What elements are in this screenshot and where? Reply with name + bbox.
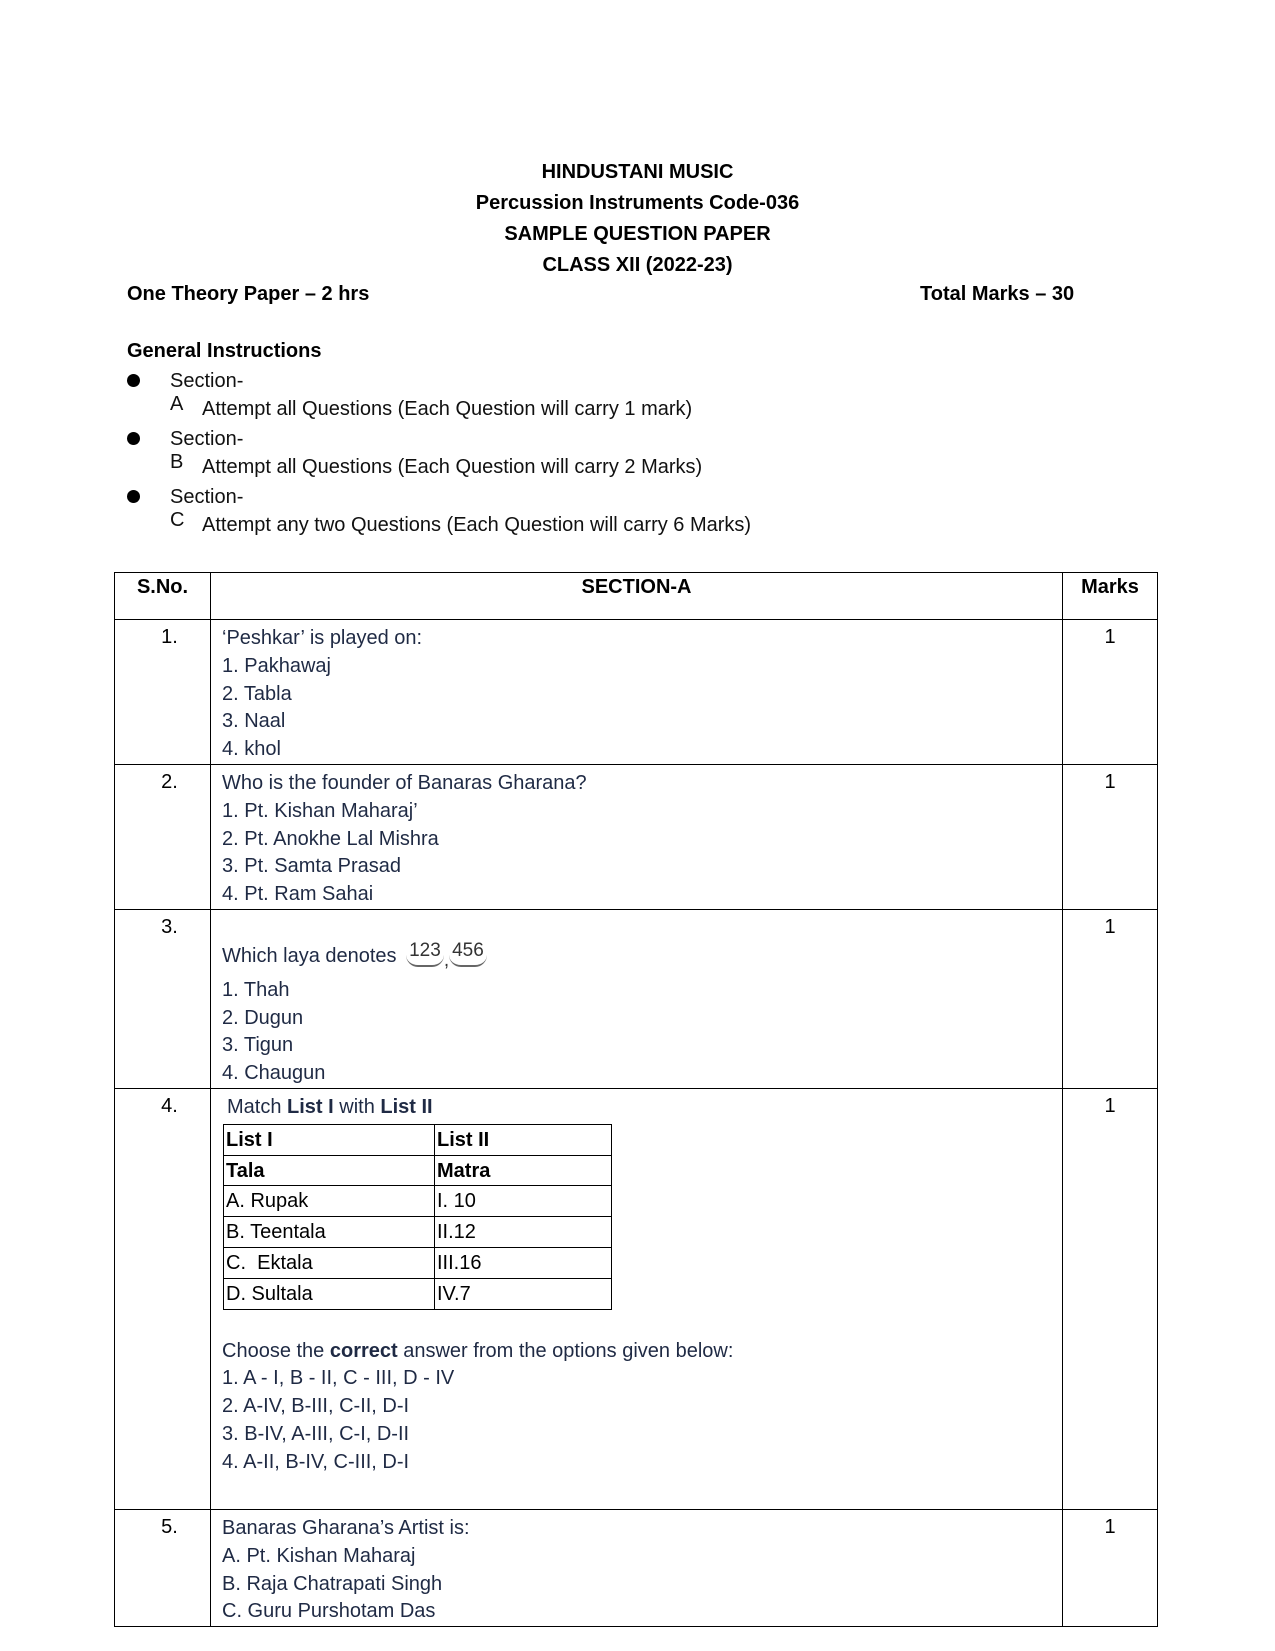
- list1-label: List I: [287, 1095, 334, 1118]
- question-text: Banaras Gharana’s Artist is:: [222, 1516, 470, 1539]
- option: 4. khol: [222, 738, 281, 761]
- total-marks: Total Marks – 30: [920, 283, 1075, 305]
- option: 1. A - I, B - II, C - III, D - IV: [222, 1367, 455, 1390]
- question-marks: 1: [1063, 764, 1158, 909]
- option: 2. A-IV, B-III, C-II, D-I: [222, 1395, 410, 1418]
- question-cell: [211, 620, 1063, 765]
- question-text: ‘Peshkar’ is played on:: [222, 627, 423, 649]
- header-subject: HINDUSTANI MUSIC: [541, 161, 734, 183]
- question-cell: [211, 1509, 1063, 1626]
- option: 4. Chaugun: [222, 1062, 326, 1085]
- question-marks: 1: [1063, 1509, 1158, 1626]
- question-cell: [211, 909, 1063, 1088]
- option: 1. Pt. Kishan Maharaj’: [222, 799, 418, 822]
- bullet-icon: [127, 432, 140, 445]
- option: 4. Pt. Ram Sahai: [222, 883, 374, 906]
- choose-instruction: Choose the correct answer from the options given below:: [222, 1339, 734, 1362]
- match-row: [224, 1247, 612, 1278]
- option: 2. Tabla: [222, 682, 292, 705]
- option: 1. Pakhawaj: [222, 654, 331, 677]
- match-header-matra: Matra: [435, 1155, 612, 1186]
- match-cell: D. Sultala: [224, 1278, 435, 1309]
- match-row: [224, 1186, 612, 1217]
- question-marks: 1: [1063, 909, 1158, 1088]
- table-row: [115, 1088, 1158, 1509]
- laya-notation-figure: 123 , 456: [406, 947, 487, 977]
- question-number: 1.: [115, 620, 211, 765]
- header-marks: Marks: [1063, 573, 1158, 620]
- instruction-section: Section-B: [170, 428, 244, 473]
- match-cell: II.12: [435, 1217, 612, 1248]
- instruction-text: Attempt all Questions (Each Question will carry 2 Marks): [202, 456, 703, 478]
- option: 3. Tigun: [222, 1034, 294, 1057]
- general-instructions-title: General Instructions: [127, 340, 322, 362]
- option: A. Pt. Kishan Maharaj: [222, 1544, 416, 1567]
- question-number: 3.: [115, 909, 211, 1088]
- match-row: [224, 1217, 612, 1248]
- match-cell: A. Rupak: [224, 1186, 435, 1217]
- match-cell: B. Teentala: [224, 1217, 435, 1248]
- list2-label: List II: [380, 1095, 433, 1118]
- match-header-row: [224, 1155, 612, 1186]
- table-row: [115, 620, 1158, 765]
- match-instruction: Match List I with List II: [227, 1095, 433, 1118]
- paper-duration: One Theory Paper – 2 hrs: [127, 283, 370, 305]
- table-row: [115, 764, 1158, 909]
- table-header-row: [115, 573, 1158, 620]
- option: 3. Pt. Samta Prasad: [222, 855, 401, 878]
- question-number: 4.: [115, 1088, 211, 1509]
- table-row: [115, 1509, 1158, 1626]
- match-header-list1: List I: [224, 1124, 435, 1155]
- question-marks: 1: [1063, 620, 1158, 765]
- match-row: [224, 1278, 612, 1309]
- bullet-icon: [127, 490, 140, 503]
- question-marks: 1: [1063, 1088, 1158, 1509]
- match-cell: III.16: [435, 1247, 612, 1278]
- laya-group: 456: [449, 937, 487, 967]
- question-number: 2.: [115, 764, 211, 909]
- bullet-icon: [127, 374, 140, 387]
- laya-group: 123: [406, 937, 444, 967]
- instruction-text: Attempt all Questions (Each Question will carry 1 mark): [202, 398, 693, 420]
- header-type: SAMPLE QUESTION PAPER: [504, 223, 771, 245]
- header-code: Percussion Instruments Code-036: [475, 192, 800, 214]
- question-text: Which laya denotes: [222, 944, 397, 967]
- match-header-list2: List II: [435, 1124, 612, 1155]
- option: 2. Pt. Anokhe Lal Mishra: [222, 827, 439, 850]
- choose-bold: correct: [329, 1339, 398, 1362]
- question-number: 5.: [115, 1509, 211, 1626]
- paper-header: [0, 157, 1275, 281]
- instruction-text: Attempt any two Questions (Each Question will carry 6 Marks): [202, 514, 752, 536]
- match-header-tala: Tala: [224, 1155, 435, 1186]
- header-sno: S.No.: [115, 573, 211, 620]
- instruction-section: Section-A: [170, 370, 244, 415]
- match-cell: I. 10: [435, 1186, 612, 1217]
- option: C. Guru Purshotam Das: [222, 1600, 436, 1623]
- questions-table: [114, 572, 1158, 1627]
- match-cell: C. Ektala: [224, 1247, 435, 1278]
- option: 3. B-IV, A-III, C-I, D-II: [222, 1422, 410, 1445]
- option: B. Raja Chatrapati Singh: [222, 1572, 443, 1595]
- option: 3. Naal: [222, 710, 286, 733]
- option: 1. Thah: [222, 978, 290, 1001]
- option: 2. Dugun: [222, 1006, 304, 1029]
- question-cell: [211, 764, 1063, 909]
- match-header-row: [224, 1124, 612, 1155]
- question-text-line: [222, 939, 1062, 977]
- match-table: [223, 1124, 612, 1310]
- header-class: CLASS XII (2022-23): [542, 254, 733, 276]
- question-text: Who is the founder of Banaras Gharana?: [222, 771, 587, 794]
- header-section: SECTION-A: [211, 573, 1063, 620]
- match-cell: IV.7: [435, 1278, 612, 1309]
- question-cell: [211, 1088, 1063, 1509]
- instruction-section: Section-C: [170, 486, 244, 531]
- table-row: [115, 909, 1158, 1088]
- option: 4. A-II, B-IV, C-III, D-I: [222, 1450, 410, 1473]
